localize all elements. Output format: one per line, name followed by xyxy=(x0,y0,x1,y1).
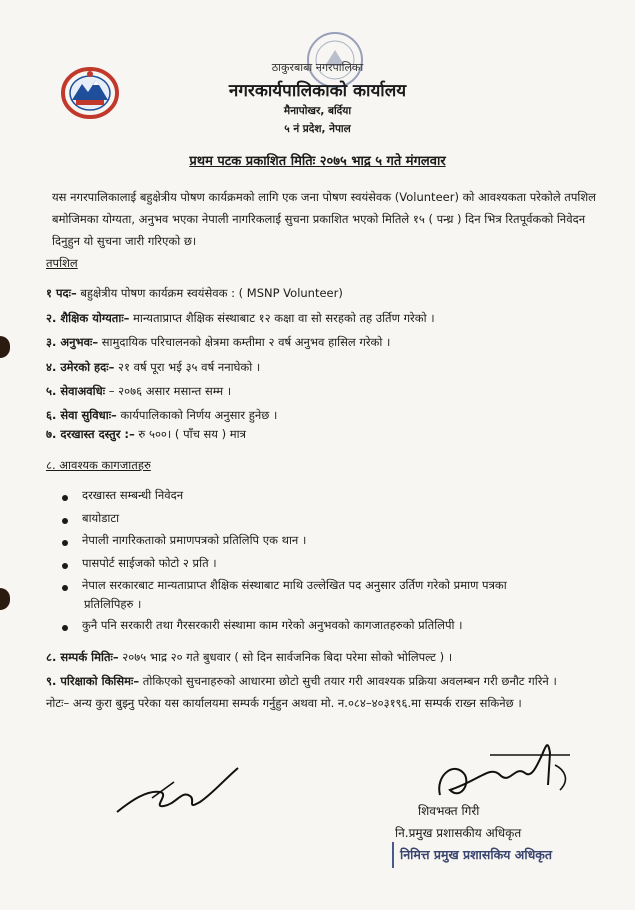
item-experience xyxy=(46,335,390,350)
item-text: रु ५००। ( पाँच सय ) मात्र xyxy=(134,427,246,441)
item-label: २. शैक्षिक योग्यताः– xyxy=(46,311,130,325)
item-label: ६. सेवा सुविधाः– xyxy=(46,408,117,422)
punch-hole xyxy=(0,336,10,358)
signatory-title: नि.प्रमुख प्रशासकीय अधिकृत xyxy=(395,826,522,840)
exam-type xyxy=(46,674,557,689)
province: ५ नं प्रदेश, नेपाल xyxy=(284,123,351,135)
contact-date xyxy=(46,650,452,665)
item-text: २०७५ भाद्र २० गते बुधवार ( सो दिन सार्वजनिक बिदा परेमा सोको भोलिपल्ट ) । xyxy=(118,650,453,664)
doc-item-continued: प्रतिलिपिहरु । xyxy=(84,597,142,611)
designation-stamp xyxy=(392,842,584,868)
bullet-icon xyxy=(62,625,68,631)
officer-signature xyxy=(430,735,580,810)
item-label: ५. सेवाअवधिः xyxy=(46,384,106,398)
item-post xyxy=(46,286,343,301)
municipality-name: ठाकुरबाबा नगरपालिका xyxy=(271,61,364,74)
docs-heading: ८. आवश्यक कागजातहरु xyxy=(46,458,151,472)
stamp-text: निमित्त प्रमुख प्रशासकिय अधिकृत xyxy=(400,847,552,862)
bullet-icon xyxy=(62,495,68,501)
doc-item: दरखास्त सम्बन्धी निवेदन xyxy=(82,488,184,502)
item-label: ४. उमेरको हदः– xyxy=(46,360,115,374)
bullet-icon xyxy=(62,563,68,569)
item-text: सामुदायिक परिचालनको क्षेत्रमा कम्तीमा २ वर्ष अनुभव हासिल गरेको । xyxy=(98,335,391,349)
publish-date: प्रथम पटक प्रकाशित मितिः २०७५ भाद्र ५ गते मंगलवार xyxy=(189,154,446,169)
item-text: तोकिएको सुचनाहरुको आधारमा छोटो सुची तयार गरी आवश्यक प्रक्रिया अवलम्बन गरी छनौट गरिने । xyxy=(139,674,557,688)
office-address: मैनापोखर, बर्दिया xyxy=(283,105,352,117)
signatory-name: शिवभक्त गिरी xyxy=(418,804,480,818)
item-label: ८. सम्पर्क मितिः– xyxy=(46,650,119,664)
item-label: १ पदः– xyxy=(46,286,77,300)
item-benefits xyxy=(46,408,277,423)
item-label: ९. परिक्षाको किसिमः– xyxy=(46,674,140,688)
doc-item: कुनै पनि सरकारी तथा गैरसरकारी संस्थामा काम गरेको अनुभवको कागजातहरुको प्रतिलिपी । xyxy=(82,618,463,632)
bullet-icon xyxy=(62,540,68,546)
item-label: ७. दरखास्त दस्तुर :– xyxy=(46,427,135,441)
doc-item: नेपाली नागरिकताको प्रमाणपत्रको प्रतिलिपि एक थान । xyxy=(82,533,307,547)
item-label: ३. अनुभवः– xyxy=(46,335,99,349)
doc-item: पासपोर्ट साईजको फोटो २ प्रति । xyxy=(82,556,217,570)
item-service-period xyxy=(46,384,231,399)
details-heading: तपशिल xyxy=(46,256,78,270)
item-qualification xyxy=(46,311,435,326)
bullet-icon xyxy=(62,518,68,524)
item-age-limit xyxy=(46,360,260,375)
intro-paragraph: यस नगरपालिकालाई बहुक्षेत्रीय पोषण कार्यक्रमको लागि एक जना पोषण स्वयंसेवक (Volunteer) को आवश्यकता परेकोले तपशिल बमोजिमका योग्यता, अनुभव भएका नेपाली नागरिकलाई सुचना प्रकाशित भएको मितिले १५ ( पन्ध्र ) दिन भित्र रितपूर्वकको निवेदन दिनुहुन यो सुचना जारी गरिएको छ। xyxy=(52,190,596,248)
item-text: २१ वर्ष पूरा भई ३५ वर्ष ननाघेको । xyxy=(114,360,261,374)
item-text: – २०७६ असार मसान्त सम्म । xyxy=(105,384,232,398)
witness-signature xyxy=(112,760,242,820)
doc-item: बायोडाटा xyxy=(82,511,120,525)
item-text: मान्यताप्राप्त शैक्षिक संस्थाबाट १२ कक्षा वा सो सरहको तह उर्तिण गरेको । xyxy=(129,311,435,325)
office-title: नगरकार्यपालिकाको कार्यालय xyxy=(228,81,407,101)
doc-item: नेपाल सरकारबाट मान्यताप्राप्त शैक्षिक संस्थाबाट माथि उल्लेखित पद अनुसार उर्तिण गरेको प्रमाण पत्रका xyxy=(82,578,507,592)
item-text: बहुक्षेत्रीय पोषण कार्यक्रम स्वयंसेवक : ( MSNP Volunteer) xyxy=(76,286,343,300)
item-text: कार्यपालिकाको निर्णय अनुसार हुनेछ । xyxy=(116,408,278,422)
punch-hole xyxy=(0,588,10,610)
item-fee xyxy=(46,427,246,442)
note: नोटः– अन्य कुरा बुझ्नु परेका यस कार्यालयमा सम्पर्क गर्नुहुन अथवा मो. न.०८४–४०३१९६.मा सम्पर्क राख्न सकिनेछ । xyxy=(46,696,522,710)
bullet-icon xyxy=(62,585,68,591)
